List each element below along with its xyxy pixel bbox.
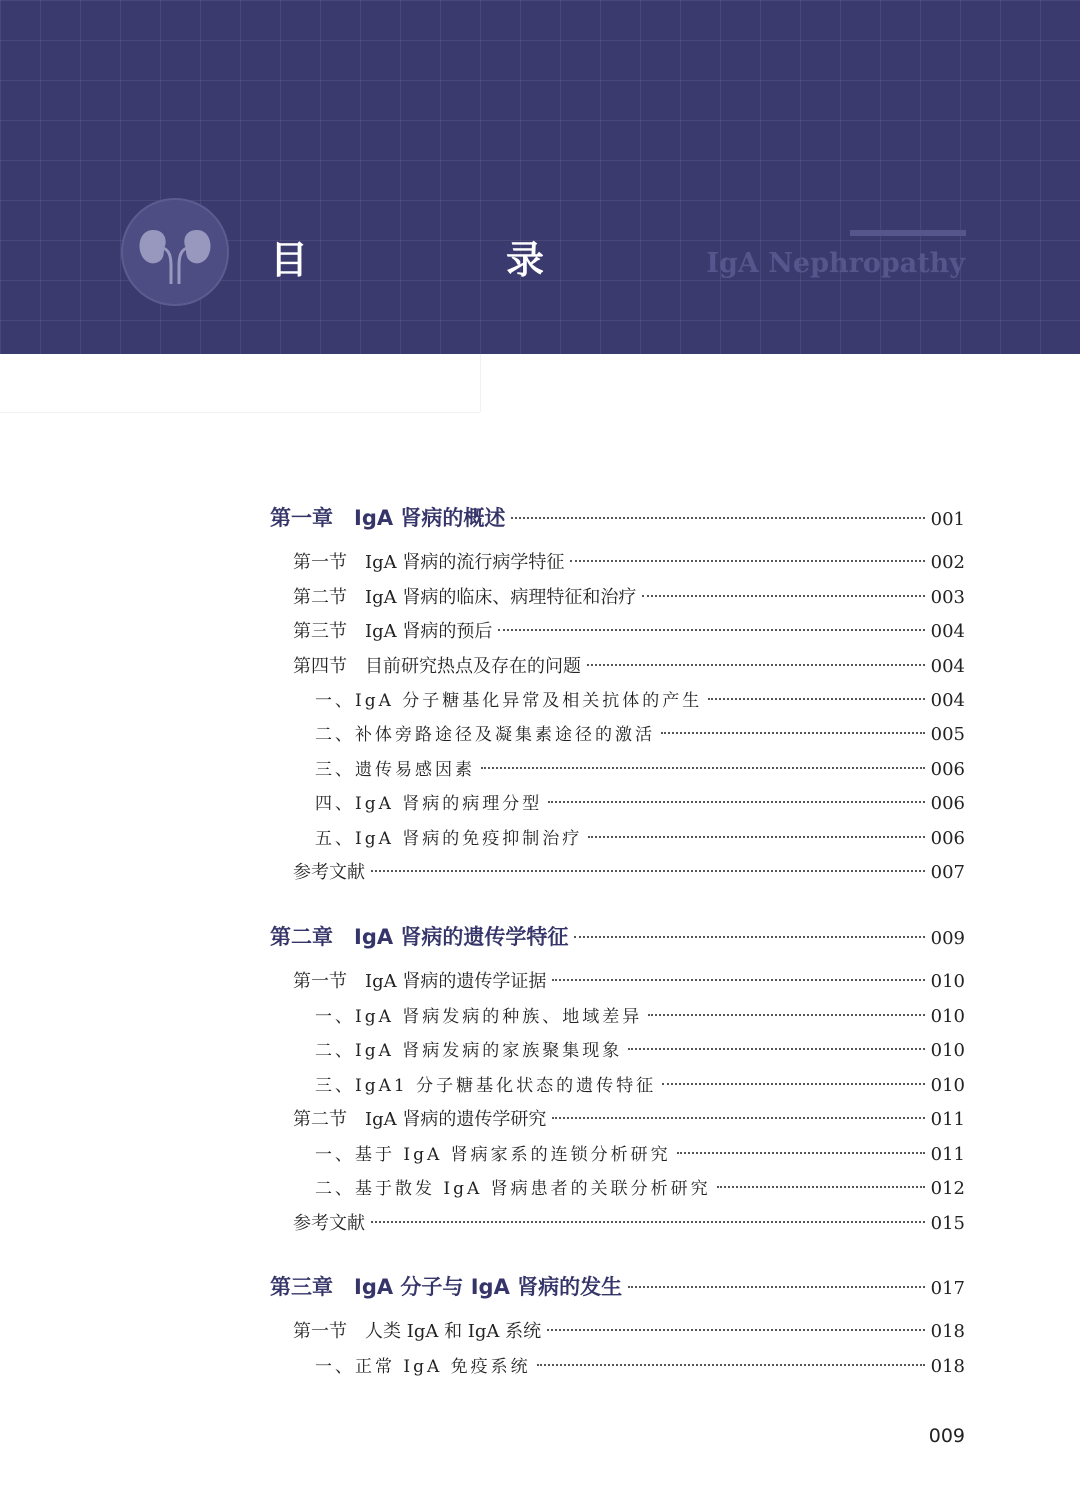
- toc-entry-sub: [315, 720, 965, 750]
- toc-entry-page: 010: [930, 1006, 965, 1027]
- toc-entry-page: 011: [930, 1109, 965, 1130]
- dot-leader: [547, 1329, 924, 1331]
- toc-entry-page: 004: [930, 621, 965, 642]
- toc-entry-label: 第一节 IgA 肾病的流行病学特征: [293, 552, 565, 573]
- dot-leader: [570, 560, 924, 562]
- toc-entry-sub: [315, 1140, 965, 1170]
- toc-entry-page: 009: [930, 928, 965, 949]
- toc-entry-page: 010: [930, 971, 965, 992]
- divider: [0, 412, 480, 413]
- toc-entry-sub: [315, 1036, 965, 1066]
- toc-entry-label: 第一章 IgA 肾病的概述: [270, 506, 506, 530]
- toc-entry-label: 第二节 IgA 肾病的遗传学研究: [293, 1109, 547, 1130]
- toc-entry-label: 一、基于 IgA 肾病家系的连锁分析研究: [315, 1145, 671, 1165]
- toc-entry-section: [293, 1209, 965, 1239]
- kidney-icon: [123, 200, 227, 304]
- toc-entry-page: 007: [930, 862, 965, 883]
- toc-entry-page: 006: [930, 828, 965, 849]
- toc-entry-label: 第一节 人类 IgA 和 IgA 系统: [293, 1321, 542, 1342]
- toc-entry-label: 一、IgA 肾病发病的种族、地域差异: [315, 1007, 643, 1027]
- toc-entry-label: 二、IgA 肾病发病的家族聚集现象: [315, 1041, 623, 1061]
- dot-leader: [708, 698, 924, 700]
- toc-entry-label: 第二节 IgA 肾病的临床、病理特征和治疗: [293, 587, 637, 608]
- toc-entry-label: 参考文献: [293, 1213, 365, 1234]
- toc-entry-label: 一、IgA 分子糖基化异常及相关抗体的产生: [315, 691, 703, 711]
- toc-entry-label: 四、IgA 肾病的病理分型: [315, 794, 543, 814]
- dot-leader: [537, 1364, 925, 1366]
- toc-entry-section: [293, 1317, 965, 1347]
- dot-leader: [661, 732, 925, 734]
- dot-leader: [587, 664, 925, 666]
- toc-entry-page: 001: [930, 509, 965, 530]
- toc-entry-label: 三、IgA1 分子糖基化状态的遗传特征: [315, 1076, 657, 1096]
- dot-leader: [481, 767, 925, 769]
- toc-entry-chapter: [270, 1272, 965, 1302]
- toc-entry-label: 五、IgA 肾病的免疫抑制治疗: [315, 829, 583, 849]
- toc-entry-section: [293, 617, 965, 647]
- toc-entry-page: 010: [930, 1075, 965, 1096]
- toc-entry-page: 012: [930, 1178, 965, 1199]
- dot-leader: [371, 870, 925, 872]
- dot-leader: [717, 1186, 925, 1188]
- toc-entry-label: 第二章 IgA 肾病的遗传学特征: [270, 925, 569, 949]
- dot-leader: [574, 936, 924, 938]
- toc-entry-sub: [315, 1002, 965, 1032]
- toc-entry-page: 004: [930, 690, 965, 711]
- toc-entry-section: [293, 858, 965, 888]
- toc-entry-sub: [315, 1071, 965, 1101]
- dot-leader: [548, 801, 924, 803]
- toc-entry-label: 二、补体旁路途径及凝集素途径的激活: [315, 725, 655, 745]
- toc-entry-chapter: [270, 922, 965, 952]
- toc-entry-page: 011: [930, 1144, 965, 1165]
- toc-entry-section: [293, 1105, 965, 1135]
- toc-entry-label: 一、正常 IgA 免疫系统: [315, 1357, 531, 1377]
- dot-leader: [552, 1117, 924, 1119]
- toc-entry-page: 018: [930, 1321, 965, 1342]
- page-title: 目 录: [270, 238, 625, 282]
- toc-entry-label: 二、基于散发 IgA 肾病患者的关联分析研究: [315, 1179, 711, 1199]
- logo-circle: [121, 198, 229, 306]
- toc-entry-sub: [315, 1352, 965, 1382]
- divider: [480, 354, 481, 412]
- toc-entry-section: [293, 583, 965, 613]
- toc-entry-label: 第一节 IgA 肾病的遗传学证据: [293, 971, 547, 992]
- dot-leader: [628, 1048, 924, 1050]
- toc-entry-label: 第三章 IgA 分子与 IgA 肾病的发生: [270, 1275, 623, 1299]
- toc-entry-page: 017: [930, 1278, 965, 1299]
- toc-entry-label: 第三节 IgA 肾病的预后: [293, 621, 493, 642]
- toc-entry-section: [293, 548, 965, 578]
- toc-entry-page: 002: [930, 552, 965, 573]
- dot-leader: [662, 1083, 925, 1085]
- toc-entry-sub: [315, 824, 965, 854]
- toc-entry-section: [293, 967, 965, 997]
- toc-entry-page: 010: [930, 1040, 965, 1061]
- title-accent-bar: [850, 230, 966, 236]
- dot-leader: [371, 1221, 925, 1223]
- toc-entry-sub: [315, 1174, 965, 1204]
- toc-entry-page: 015: [930, 1213, 965, 1234]
- dot-leader: [588, 836, 924, 838]
- page-number: 009: [928, 1425, 965, 1447]
- dot-leader: [677, 1152, 925, 1154]
- dot-leader: [511, 517, 924, 519]
- dot-leader: [498, 629, 924, 631]
- toc-entry-page: 006: [930, 759, 965, 780]
- toc-entry-label: 参考文献: [293, 862, 365, 883]
- dot-leader: [642, 595, 924, 597]
- toc-entry-sub: [315, 686, 965, 716]
- toc-entry-page: 018: [930, 1356, 965, 1377]
- toc-entry-page: 003: [930, 587, 965, 608]
- toc-entry-page: 004: [930, 656, 965, 677]
- dot-leader: [628, 1286, 925, 1288]
- toc-entry-section: [293, 652, 965, 682]
- dot-leader: [648, 1014, 924, 1016]
- toc-entry-sub: [315, 755, 965, 785]
- dot-leader: [552, 979, 924, 981]
- toc-entry-label: 第四节 目前研究热点及存在的问题: [293, 656, 581, 677]
- toc-entry-page: 006: [930, 793, 965, 814]
- header-banner: [0, 0, 1080, 354]
- toc-entry-sub: [315, 789, 965, 819]
- toc-entry-chapter: [270, 503, 965, 533]
- toc-entry-page: 005: [930, 724, 965, 745]
- book-title-english: IgA Nephropathy: [706, 248, 965, 279]
- toc-entry-label: 三、遗传易感因素: [315, 760, 475, 780]
